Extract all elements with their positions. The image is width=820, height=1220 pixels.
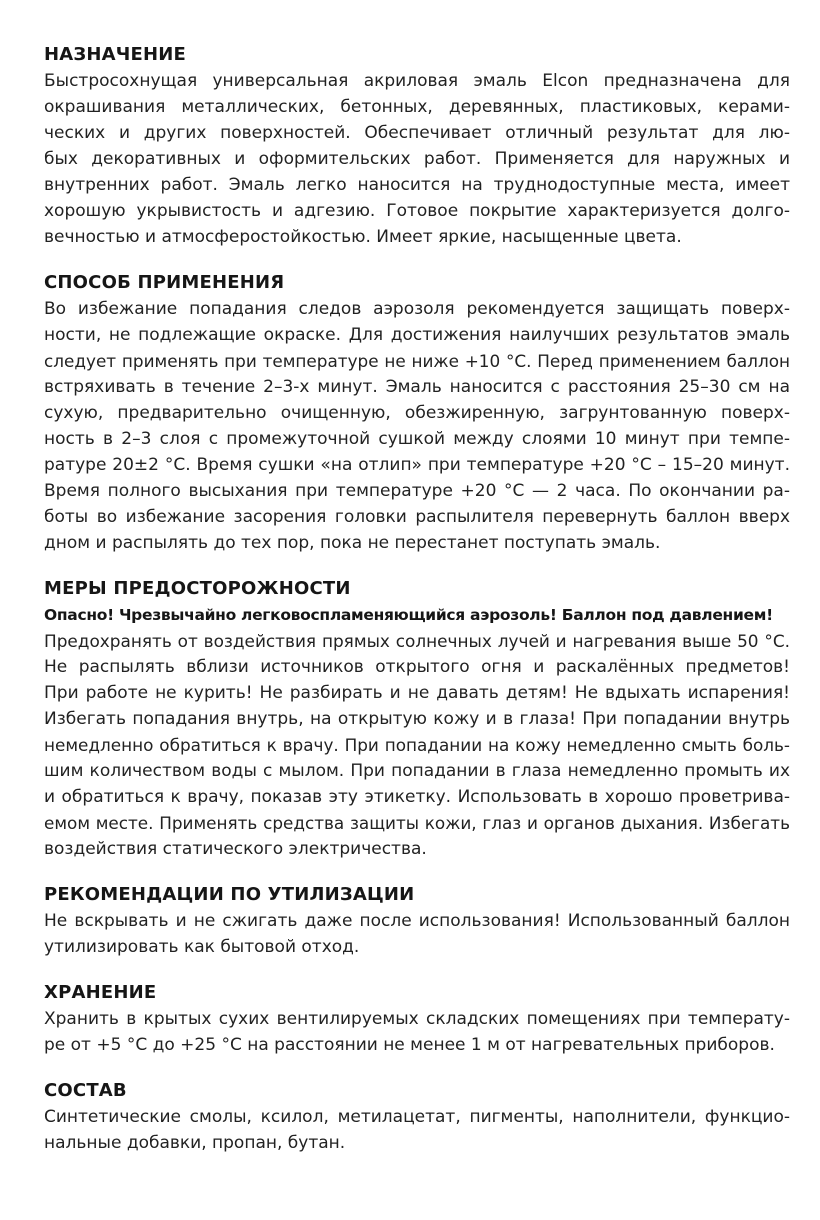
paragraph-line: сухую, предварительно очищенную, обезжиренную, загрунтованную поверх- bbox=[44, 403, 790, 423]
paragraph-line: Не вскрывать и не сжигать даже после использования! Использованный баллон bbox=[44, 911, 790, 931]
paragraph-line: Во избежание попадания следов аэрозоля рекомендуется защищать поверх- bbox=[44, 299, 790, 319]
danger-warning: Опасно! Чрезвычайно легковоспламеняющийся аэрозоль! Баллон под давлением! bbox=[44, 606, 773, 624]
paragraph-line: следует применять при температуре не ниже +10 °С. Перед применением баллон bbox=[44, 351, 790, 371]
paragraph-line: Хранить в крытых сухих вентилируемых складских помещениях при температу- bbox=[44, 1009, 790, 1029]
paragraph-line: ре от +5 °С до +25 °С на расстоянии не менее 1 м от нагревательных приборов. bbox=[44, 1035, 775, 1055]
paragraph-line: нальные добавки, пропан, бутан. bbox=[44, 1133, 346, 1153]
paragraph-line: Время полного высыхания при температуре +20 °С — 2 часа. По окончании ра- bbox=[44, 481, 790, 501]
paragraph-line: Быстросохнущая универсальная акриловая эмаль Elcon предназначена для bbox=[44, 71, 790, 91]
section-precautions bbox=[44, 576, 790, 862]
paragraph-line: внутренних работ. Эмаль легко наносится на труднодоступные места, имеет bbox=[44, 175, 790, 195]
paragraph-line: хорошую укрывистость и адгезию. Готовое покрытие характеризуется долго- bbox=[44, 201, 790, 221]
section-application bbox=[44, 270, 790, 556]
paragraph-line: дном и распылять до тех пор, пока не перестанет поступать эмаль. bbox=[44, 533, 661, 553]
paragraph-line: Предохранять от воздействия прямых солнечных лучей и нагревания выше 50 °С. bbox=[44, 631, 790, 651]
paragraph-line: бых декоративных и оформительских работ. Применяется для наружных и bbox=[44, 149, 790, 169]
section-heading-disposal: РЕКОМЕНДАЦИИ ПО УТИЛИЗАЦИИ bbox=[44, 884, 415, 905]
paragraph-line: ратуре 20±2 °С. Время сушки «на отлип» при температуре +20 °С – 15–20 минут. bbox=[44, 455, 790, 475]
paragraph-line: окрашивания металлических, бетонных, деревянных, пластиковых, керами- bbox=[44, 97, 790, 117]
paragraph-line: встряхивать в течение 2–3-х минут. Эмаль наносится с расстояния 25–30 см на bbox=[44, 377, 790, 397]
section-disposal bbox=[44, 882, 790, 960]
paragraph-line: ность в 2–3 слоя с промежуточной сушкой между слоями 10 минут при темпе- bbox=[44, 429, 790, 449]
paragraph-line: емом месте. Применять средства защиты кожи, глаз и органов дыхания. Избегать bbox=[44, 813, 790, 833]
section-storage bbox=[44, 980, 790, 1058]
section-heading-application: СПОСОБ ПРИМЕНЕНИЯ bbox=[44, 272, 285, 293]
paragraph-line: Не распылять вблизи источников открытого огня и раскалённых предметов! bbox=[44, 657, 790, 677]
paragraph-line: и обратиться к врачу, показав эту этикетку. Использовать в хорошо проветрива- bbox=[44, 787, 790, 807]
paragraph-line: воздействия статического электричества. bbox=[44, 839, 427, 859]
paragraph-line: При работе не курить! Не разбирать и не давать детям! Не вдыхать испарения! bbox=[44, 683, 790, 703]
paragraph-line: Избегать попадания внутрь, на открытую кожу и в глаза! При попадании внутрь bbox=[44, 709, 790, 729]
paragraph-line: вечностью и атмосферостойкостью. Имеет яркие, насыщенные цвета. bbox=[44, 227, 682, 247]
paragraph-line: ческих и других поверхностей. Обеспечивает отличный результат для лю- bbox=[44, 123, 790, 143]
section-heading-precautions: МЕРЫ ПРЕДОСТОРОЖНОСТИ bbox=[44, 578, 351, 599]
paragraph-line: немедленно обратиться к врачу. При попадании на кожу немедленно смыть боль- bbox=[44, 735, 790, 755]
paragraph-line: боты во избежание засорения головки распылителя перевернуть баллон вверх bbox=[44, 507, 790, 527]
paragraph-line: Синтетические смолы, ксилол, метилацетат, пигменты, наполнители, функцио- bbox=[44, 1107, 790, 1127]
section-purpose bbox=[44, 42, 790, 250]
paragraph-line: утилизировать как бытовой отход. bbox=[44, 937, 360, 957]
paragraph-line: шим количеством воды с мылом. При попадании в глаза немедленно промыть их bbox=[44, 761, 790, 781]
section-heading-purpose: НАЗНАЧЕНИЕ bbox=[44, 44, 187, 65]
section-heading-storage: ХРАНЕНИЕ bbox=[44, 982, 157, 1003]
section-composition bbox=[44, 1078, 790, 1156]
paragraph-line: ности, не подлежащие окраске. Для достижения наилучших результатов эмаль bbox=[44, 325, 790, 345]
section-heading-composition: СОСТАВ bbox=[44, 1080, 127, 1101]
